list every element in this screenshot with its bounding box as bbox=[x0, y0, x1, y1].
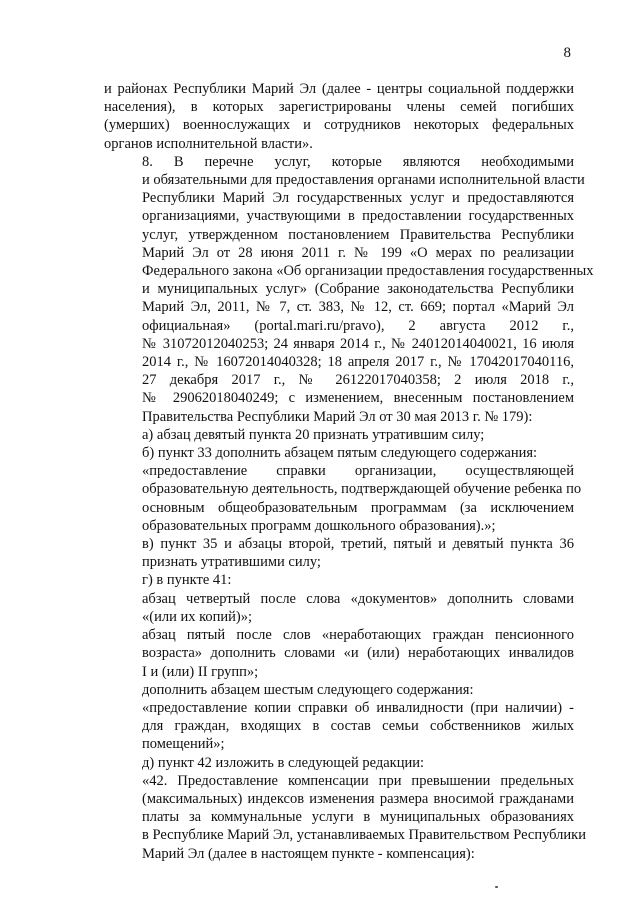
text-line: «(или их копий)»; bbox=[142, 608, 253, 625]
text-line: образовательную деятельность, подтверждающей обучение ребенка по bbox=[142, 481, 582, 498]
text-line: признать утратившими силу; bbox=[142, 554, 321, 571]
text-line: г) в пункте 41: bbox=[142, 572, 232, 589]
paragraph-item-8 bbox=[104, 153, 594, 426]
text-line: Правительства Республики Марий Эл от 30 мая 2013 г. № 179): bbox=[142, 408, 533, 425]
paragraph-abzac-5 bbox=[104, 626, 574, 681]
text-line: основным общеобразовательным программам (за исключением bbox=[142, 499, 574, 516]
paragraph-abzac-4 bbox=[104, 590, 574, 626]
paragraph-subitem-b bbox=[104, 444, 574, 462]
text-line: официальная» (portal.mari.ru/pravo), 2 августа 2012 г., bbox=[142, 317, 574, 334]
text-line: и районах Республики Марий Эл (далее - центры социальной поддержки bbox=[104, 81, 574, 97]
scan-speck bbox=[495, 886, 498, 888]
paragraph-quote-certificate bbox=[104, 462, 582, 535]
text-line: возраста» дополнить словами «и (или) неработающих инвалидов bbox=[142, 645, 574, 662]
text-line: и обязательными для предоставления органами исполнительной власти bbox=[142, 172, 585, 189]
text-line: образовательных программ дошкольного образования).»; bbox=[142, 517, 496, 534]
paragraph-continuation bbox=[104, 80, 574, 153]
text-line: помещений»; bbox=[142, 736, 225, 753]
text-line: № 29062018040249; с изменением, внесенным постановлением bbox=[142, 390, 574, 407]
text-line: населения), в которых зарегистрированы члены семей погибших bbox=[104, 99, 574, 116]
text-line: «предоставление справки организации, осуществляющей bbox=[142, 463, 574, 480]
text-line: Марий Эл от 28 июня 2011 г. № 199 «О мерах по реализации bbox=[142, 244, 574, 261]
text-line: 27 декабря 2017 г., № 26122017040358; 2 июля 2018 г., bbox=[142, 372, 574, 389]
text-line: органов исполнительной власти». bbox=[104, 135, 313, 152]
text-line: абзац пятый после слов «неработающих граждан пенсионного bbox=[142, 627, 574, 644]
paragraph-subitem-a bbox=[104, 426, 574, 444]
text-line: 8. В перечне услуг, которые являются необходимыми bbox=[142, 153, 574, 170]
text-line: организациями, участвующими в предоставлении государственных bbox=[142, 208, 574, 225]
text-line: для граждан, входящих в состав семьи собственников жилых bbox=[142, 718, 574, 735]
text-line: услуг, утвержденном постановлением Правительства Республики bbox=[142, 226, 574, 243]
paragraph-quote-disability bbox=[104, 699, 574, 754]
text-line: «предоставление копии справки об инвалидности (при наличии) - bbox=[142, 699, 574, 716]
text-line: в) пункт 35 и абзацы второй, третий, пятый и девятый пункта 36 bbox=[142, 536, 574, 553]
text-line: 2014 г., № 16072014040328; 18 апреля 2017 г., № 17042017040116, bbox=[142, 354, 574, 371]
paragraph-item-42 bbox=[104, 772, 586, 863]
text-line: Федерального закона «Об организации предоставления государственных bbox=[142, 263, 594, 280]
text-line: Марий Эл (далее в настоящем пункте - компенсация): bbox=[142, 845, 475, 862]
text-line: (максимальных) индексов изменения размера вносимой гражданами bbox=[142, 790, 574, 807]
document-body bbox=[104, 80, 594, 863]
text-line: Республики Марий Эл государственных услуг и предоставляются bbox=[142, 190, 574, 207]
paragraph-subitem-g bbox=[104, 571, 574, 589]
page-number: 8 bbox=[563, 45, 571, 61]
text-line: № 31072012040253; 24 января 2014 г., № 24012014040021, 16 июля bbox=[142, 335, 574, 352]
text-line: в Республике Марий Эл, устанавливаемых Правительством Республики bbox=[142, 827, 586, 844]
text-line: и муниципальных услуг» (Собрание законодательства Республики bbox=[142, 281, 574, 298]
text-line: а) абзац девятый пункта 20 признать утратившим силу; bbox=[142, 426, 485, 443]
text-line: платы за коммунальные услуги в муниципальных образованиях bbox=[142, 809, 574, 826]
text-line: д) пункт 42 изложить в следующей редакции: bbox=[142, 754, 424, 771]
text-line: I и (или) II групп»; bbox=[142, 663, 259, 680]
paragraph-abzac-6 bbox=[104, 681, 574, 699]
text-line: (умерших) военнослужащих и сотрудников некоторых федеральных bbox=[104, 117, 574, 134]
text-line: абзац четвертый после слова «документов» дополнить словами bbox=[142, 590, 574, 607]
text-line: дополнить абзацем шестым следующего содержания: bbox=[142, 681, 474, 698]
paragraph-subitem-v bbox=[104, 535, 574, 571]
text-line: б) пункт 33 дополнить абзацем пятым следующего содержания: bbox=[142, 445, 538, 462]
text-line: Марий Эл, 2011, № 7, ст. 383, № 12, ст. 669; портал «Марий Эл bbox=[142, 299, 574, 316]
paragraph-subitem-d bbox=[104, 754, 574, 772]
text-line: «42. Предоставление компенсации при превышении предельных bbox=[142, 772, 574, 789]
